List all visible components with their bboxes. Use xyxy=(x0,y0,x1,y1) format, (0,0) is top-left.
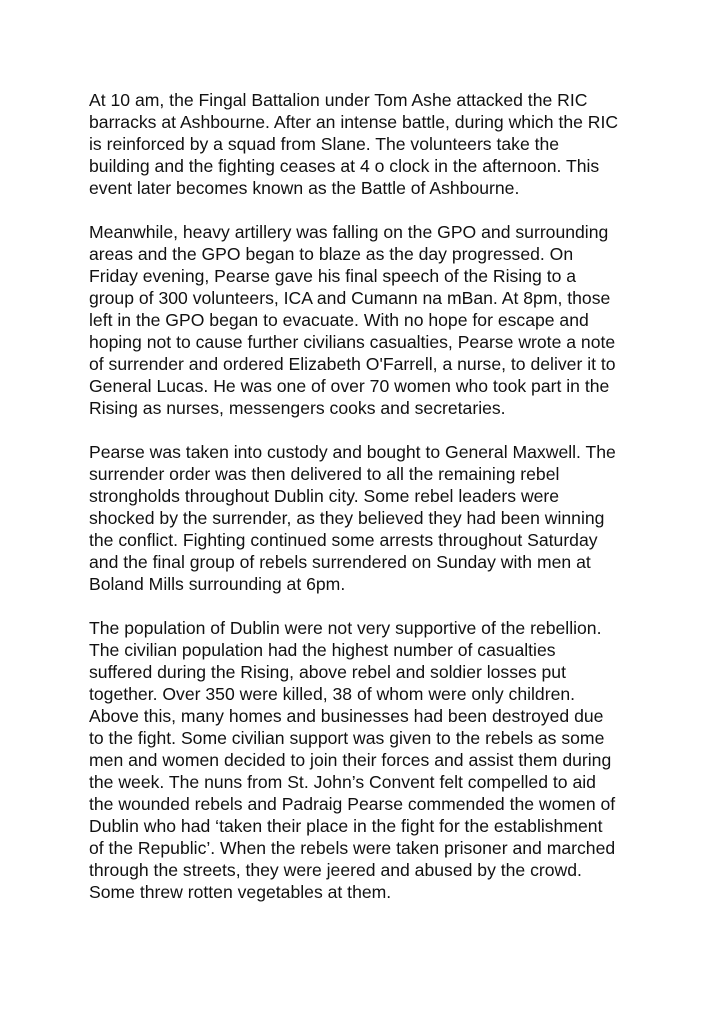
text-line: event later becomes known as the Battle of Ashbourne. xyxy=(89,178,520,198)
text-line: Pearse was taken into custody and bought to General Maxwell. The xyxy=(89,442,616,462)
text-line: shocked by the surrender, as they believed they had been winning xyxy=(89,508,605,528)
paragraph-population xyxy=(89,617,689,903)
paragraph-ashbourne xyxy=(89,89,689,199)
paragraph-gpo xyxy=(89,221,689,419)
text-line: surrender order was then delivered to all the remaining rebel xyxy=(89,464,560,484)
text-line: the wounded rebels and Padraig Pearse commended the women of xyxy=(89,794,616,814)
text-line: strongholds throughout Dublin city. Some rebel leaders were xyxy=(89,486,560,506)
text-line: is reinforced by a squad from Slane. The volunteers take the xyxy=(89,134,560,154)
text-line: hoping not to cause further civilians casualties, Pearse wrote a note xyxy=(89,332,616,352)
text-line: the conflict. Fighting continued some arrests throughout Saturday xyxy=(89,530,598,550)
text-line: The population of Dublin were not very supportive of the rebellion. xyxy=(89,618,602,638)
text-line: Friday evening, Pearse gave his final speech of the Rising to a xyxy=(89,266,577,286)
document-body xyxy=(89,89,689,925)
text-line: to the fight. Some civilian support was given to the rebels as some xyxy=(89,728,605,748)
text-line: and the final group of rebels surrendered on Sunday with men at xyxy=(89,552,591,572)
text-line: Rising as nurses, messengers cooks and secretaries. xyxy=(89,398,506,418)
text-line: group of 300 volunteers, ICA and Cumann na mBan. At 8pm, those xyxy=(89,288,611,308)
text-line: suffered during the Rising, above rebel and soldier losses put xyxy=(89,662,566,682)
text-line: Meanwhile, heavy artillery was falling on the GPO and surrounding xyxy=(89,222,609,242)
paragraph-surrender xyxy=(89,441,689,595)
text-line: Dublin who had ‘taken their place in the fight for the establishment xyxy=(89,816,603,836)
text-line: through the streets, they were jeered and abused by the crowd. xyxy=(89,860,582,880)
text-line: building and the fighting ceases at 4 o clock in the afternoon. This xyxy=(89,156,600,176)
text-line: of surrender and ordered Elizabeth O'Farrell, a nurse, to deliver it to xyxy=(89,354,616,374)
text-line: General Lucas. He was one of over 70 women who took part in the xyxy=(89,376,610,396)
text-line: of the Republic’. When the rebels were taken prisoner and marched xyxy=(89,838,616,858)
text-line: the week. The nuns from St. John’s Convent felt compelled to aid xyxy=(89,772,596,792)
text-line: Some threw rotten vegetables at them. xyxy=(89,882,392,902)
text-line: Above this, many homes and businesses had been destroyed due xyxy=(89,706,604,726)
text-line: barracks at Ashbourne. After an intense battle, during which the RIC xyxy=(89,112,619,132)
text-line: Boland Mills surrounding at 6pm. xyxy=(89,574,346,594)
text-line: together. Over 350 were killed, 38 of whom were only children. xyxy=(89,684,576,704)
text-line: The civilian population had the highest number of casualties xyxy=(89,640,556,660)
text-line: At 10 am, the Fingal Battalion under Tom Ashe attacked the RIC xyxy=(89,90,588,110)
text-line: left in the GPO began to evacuate. With no hope for escape and xyxy=(89,310,589,330)
text-line: areas and the GPO began to blaze as the day progressed. On xyxy=(89,244,574,264)
text-line: men and women decided to join their forces and assist them during xyxy=(89,750,612,770)
